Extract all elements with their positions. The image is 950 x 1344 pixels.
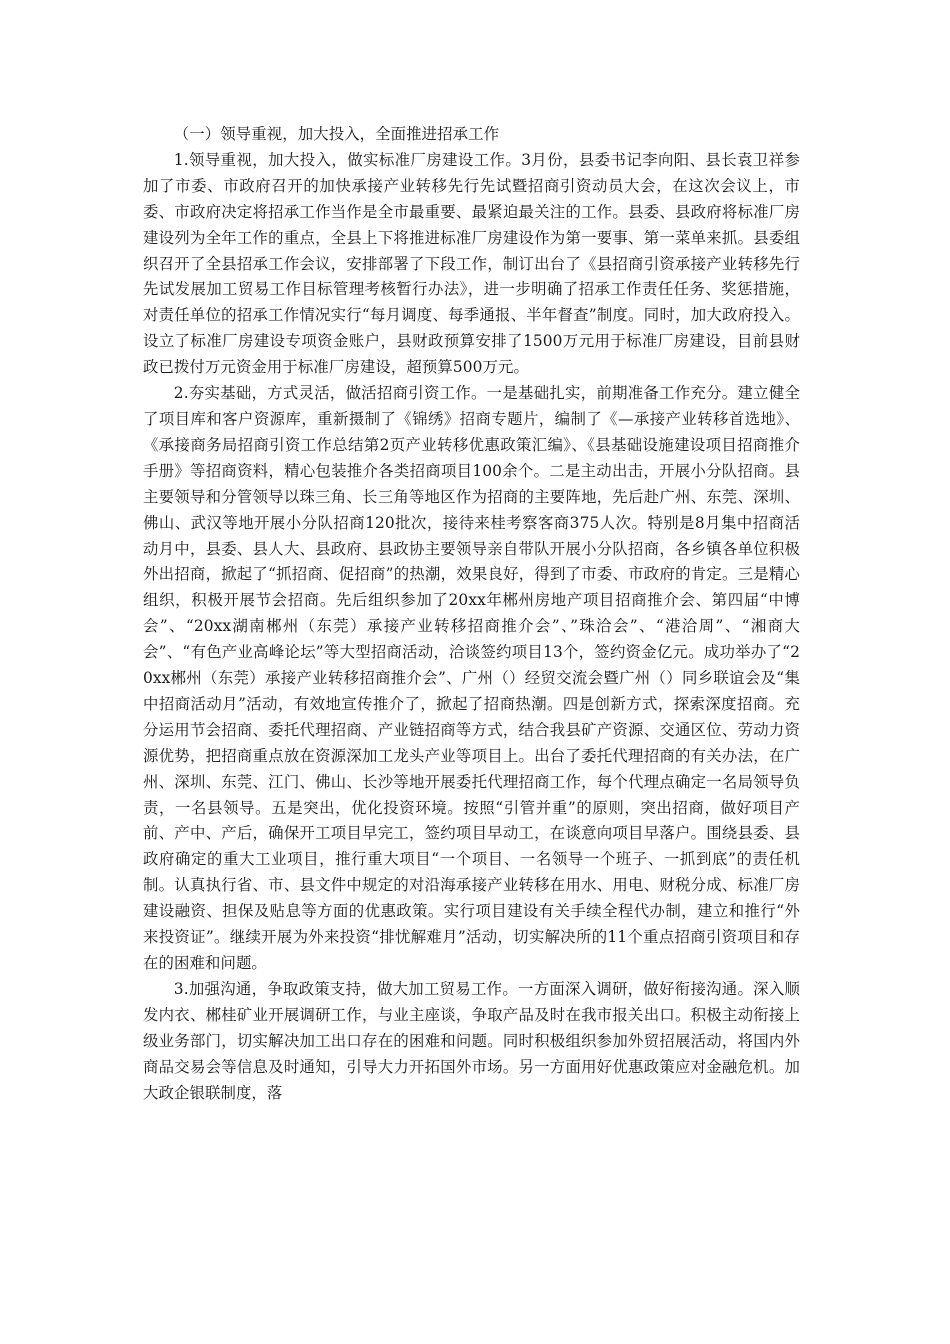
paragraph-1: 1.领导重视，加大投入，做实标准厂房建设工作。3月份，县委书记李向阳、县长袁卫祥参加了市委、市政府召开的加快承接产业转移先行先试暨招商引资动员大会，在这次会议上，市委、市政府决定将招承工作当作是全市最重要、最紧迫最关注的工作。县委、县政府将标准厂房建设列为全年工作的重点，全县上下将推进标准厂房建设作为第一要事、第一菜单来抓。县委组织召开了全县招承工作会议，安排部署了下段工作，制订出台了《县招商引资承接产业转移先行先试发展加工贸易工作目标管理考核暂行办法》，进一步明确了招承工作责任任务、奖惩措施，对责任单位的招承工作情况实行“每月调度、每季通报、半年督查”制度。同时，加大政府投入。设立了标准厂房建设专项资金账户，县财政预算安排了1500万元用于标准厂房建设，目前县财政已拨付万元资金用于标准厂房建设，超预算500万元。 [143, 150, 800, 377]
paragraph-3: 3.加强沟通，争取政策支持，做大加工贸易工作。一方面深入调研，做好衔接沟通。深入顺发内衣、郴桂矿业开展调研工作，与业主座谈，争取产品及时在我市报关出口。积极主动衔接上级业务部门，切实解决加工出口存在的困难和问题。同时积极组织参加外贸招展活动，将国内外商品交易会等信息及时通知，引导大力开拓国外市场。另一方面用好优惠政策应对金融危机。加大政企银联制度，落 [143, 979, 800, 1102]
document-page [143, 122, 800, 1106]
section-heading: （一）领导重视，加大投入，全面推进招承工作 [173, 125, 500, 143]
paragraph-2: 2.夯实基础，方式灵活，做活招商引资工作。一是基础扎实，前期准备工作充分。建立健全了项目库和客户资源库，重新摄制了《锦绣》招商专题片，编制了《—承接产业转移首选地》、《承接商务局招商引资工作总结第2页产业转移优惠政策汇编》、《县基础设施建设项目招商推介手册》等招商资料，精心包装推介各类招商项目100余个。二是主动出击，开展小分队招商。县主要领导和分管领导以珠三角、长三角等地区作为招商的主要阵地，先后赴广州、东莞、深圳、佛山、武汉等地开展小分队招商120批次，接待来桂考察客商375人次。特别是8月集中招商活动月中，县委、县人大、县政府、县政协主要领导亲自带队开展小分队招商，各乡镇各单位积极外出招商，掀起了“抓招商、促招商”的热潮，效果良好，得到了市委、市政府的肯定。三是精心组织，积极开展节会招商。先后组织参加了20xx年郴州房地产项目招商推介会、第四届“中博会”、“20xx湖南郴州（东莞）承接产业转移招商推介会”、”珠洽会”、“港洽周”、“湘商大会”、“有色产业高峰论坛”等大型招商活动，洽谈签约项目13个，签约资金亿元。成功举办了“20xx郴州（东莞）承接产业转移招商推介会”、广州（）经贸交流会暨广州（）同乡联谊会及“集中招商活动月”活动，有效地宣传推介了，掀起了招商热潮。四是创新方式，探索深度招商。充分运用节会招商、委托代理招商、产业链招商等方式，结合我县矿产资源、交通区位、劳动力资源优势，把招商重点放在资源深加工龙头产业等项目上。出台了委托代理招商的有关办法，在广州、深圳、东莞、江门、佛山、长沙等地开展委托代理招商工作，每个代理点确定一名局领导负责，一名县领导。五是突出，优化投资环境。按照“引管并重”的原则，突出招商，做好项目产前、产中、产后，确保开工项目早完工，签约项目早动工，在谈意向项目早落户。围绕县委、县政府确定的重大工业项目，推行重大项目“一个项目、一名领导一个班子、一抓到底”的责任机制。认真执行省、市、县文件中规定的对沿海承接产业转移在用水、用电、财税分成、标准厂房建设融资、担保及贴息等方面的优惠政策。实行项目建设有关手续全程代办制，建立和推行“外来投资证”。继续开展为外来投资“排忧解难月”活动，切实解决所的11个重点招商引资项目和存在的困难和问题。 [143, 384, 800, 972]
